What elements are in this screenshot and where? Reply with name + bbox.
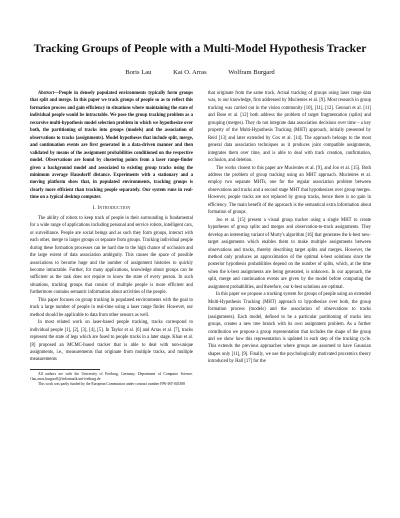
body-paragraph: This paper focuses on group tracking in populated environments with the goal to track a large number of people in real-time using a laser range finder. However, our method should be applicable to data from other sensors as well. bbox=[30, 297, 193, 318]
author-name: Kai O. Arras bbox=[173, 69, 207, 76]
footnote-rule bbox=[30, 369, 100, 370]
footnote: This work was partly funded by the European Commission under contract number FP6-IST-045388 bbox=[38, 381, 185, 386]
body-paragraph: The ability of robots to keep track of people in their surrounding is fundamental for a wide range of applications including personal and service robots, intelligent cars, or surveillance. People are social beings and as such they form groups, interact with each other, merge to larger groups or separate from groups. Tracking individual people during these formation processes can be hard due to the high chance of occlusion and the large extent of data association ambiguity. This causes the space of possible associations to become huge and the number of assignment histories to quickly become intractable. Further, for many applications, knowledge about groups can be sufficient as the task does not require to know the state of every person. In such situations, tracking groups that consist of multiple people is more efficient and furthermore contains semantic information about activities of the people. bbox=[30, 215, 193, 296]
abstract-label: Abstract bbox=[38, 91, 55, 96]
section-heading: I. Introduction bbox=[92, 205, 131, 211]
body-paragraph: In most related work on laser-based people tracking, tracks correspond to individual people [1], [2], [3], [4], [5]. In Taylor et al. [6] and Arras et al. [7], tracks represent the state of legs which are fused to people tracks in a later stage. Khan et al. [8] proposed an MCMC-based tracker that is able to deal with non-unique assignments, i.e., measurements that originate from multiple tracks, and multiple measurements bbox=[30, 320, 193, 363]
body-paragraph: In this paper we propose a tracking system for groups of people using an extended Multi-Hypothesis Tracking (MHT) approach to hypothesize over both, the group formation process (models) and the association of observations to tracks (assignments). Each model, defined to be a particular partitioning of tracks into groups, creates a new tree branch with its own assignment problem. As a further contribution we propose a group representation that includes the shape of the group and we show how this representation is updated in each step of the tracking cycle. This extends the previous approaches where groups are assumed to have Gaussian shapes only [11], [9]. Finally, we use the psychologically motivated proxemics theory introduced by Hall [17] for the bbox=[208, 292, 371, 365]
left-column bbox=[30, 90, 193, 387]
abstract bbox=[30, 90, 193, 202]
abstract-text: —People in densely populated environments typically form groups that split and merge. In this paper we track groups of people so as to reflect this formation process and gain efficiency in situations where maintaining the state of individual people would be intractable. We pose the group tracking problem as a recursive multi-hypothesis model selection problem in which we hypothesize over both, the partitioning of tracks into groups (models) and the association of observations to tracks (assignments). Model hypotheses that include split, merge, and continuation events are first generated in a data-driven manner and then validated by means of the assignment probabilities conditioned on the respective model. Observations are found by clustering points from a laser range-finder given a background model and associated to existing group tracks using the minimum average Hausdorff distance. Experiments with a stationary and a moving platform show that, in populated environments, tracking groups is clearly more efficient than tracking people separately. Our system runs in real-time on a typical desktop computer. bbox=[30, 91, 193, 201]
author-name: Wolfram Burgard bbox=[228, 69, 275, 76]
right-column bbox=[208, 90, 371, 366]
paper-title: Tracking Groups of People with a Multi-Model Hypothesis Tracker bbox=[33, 42, 367, 55]
body-paragraph: Joo et al. [15] present a visual group tracker using a single MHT to create hypotheses of group splits and merges and observation-to-track assignments. They develop an interesting variant of Murty's algorithm [16] that generates the k-best new-target assignments which enables them to make multiple assignments between observations and tracks, thereby describing target splits and merges. However, the method only produces an approximation of the optimal k-best solutions since the posterior hypothesis probabilities depend on the number of splits, which, at the time when the k-best assignments are being generated, is unknown. In our approach, the split, merge and continuation events are given by the model before computing the assignment probabilities, and therefore, our k-best solutions are optimal. bbox=[208, 217, 371, 290]
body-paragraph: that originate from the same track. Actual tracking of groups using laser range data was, to our knowledge, first addressed by Mucientes et al. [9]. Most research in group tracking was carried out in the vision community [10], [11], [12]. Gennari et al. [11] and Bose et al. [12] both address the problem of target fragmentation (splits) and grouping (merges). They do not integrate data association decisions over time – a key property of the Multi-Hypothesis Tracking (MHT) approach, initially presented by Reid [13] and later extended by Cox et al. [14]. The approach belongs to the most general data association techniques as it produces joint compatible assignments, integrates them over time, and is able to deal with track creation, confirmation, occlusion, and deletion. bbox=[208, 91, 371, 164]
footnote: All authors are with the University of Freiburg, Germany, Department of Computer Science. {lau,arras,burgard}@informatik.uni-freiburg.de bbox=[30, 371, 193, 381]
body-paragraph: The works closest to this paper are Mucientes et al. [9], and Joo et al. [15]. Both address the problem of group tracking using an MHT approach. Mucientes et al. employ two separate MHTs, one for the regular association problem between observations and tracks and a second stage MHT that hypothesizes over group merges. However, people tracks are not replaced by group tracks, hence there is no gain in efficiency. The main benefit of the approach is the semantical extra information about formation of groups. bbox=[208, 165, 371, 216]
author-name: Boris Lau bbox=[125, 69, 152, 76]
author-list bbox=[20, 69, 380, 76]
